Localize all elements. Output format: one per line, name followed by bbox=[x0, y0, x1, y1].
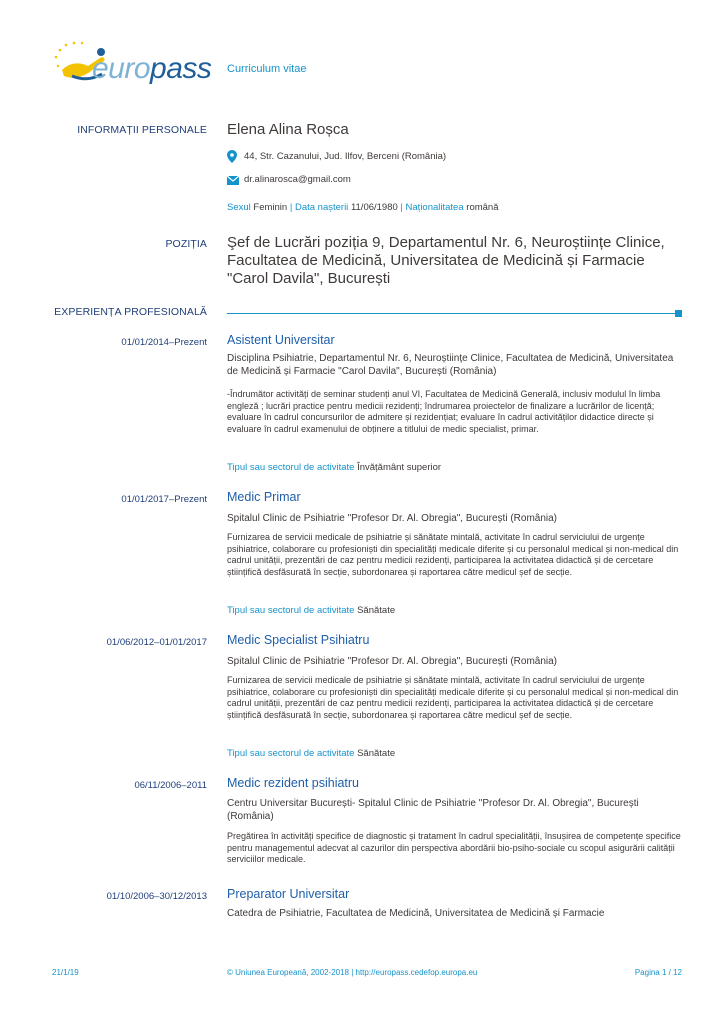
job-title: Asistent Universitar bbox=[227, 333, 335, 347]
job-date: 01/01/2017–Prezent bbox=[121, 494, 207, 505]
personal-info-label: INFORMAȚII PERSONALE bbox=[77, 124, 207, 136]
position-value: Şef de Lucrări poziția 9, Departamentul Nr. 6, Neuroștiințe Clinice, Facultatea de Medicină, Universitatea de Medicină și Farmacie "Carol Davila", București bbox=[227, 234, 665, 287]
job-date: 01/01/2014–Prezent bbox=[121, 337, 207, 348]
nationality-value: română bbox=[466, 202, 499, 213]
job-sector bbox=[227, 748, 682, 759]
sector-label: Tipul sau sectorul de activitate bbox=[227, 462, 355, 473]
document-title: Curriculum vitae bbox=[227, 63, 307, 75]
job-employer: Spitalul Clinic de Psihiatrie "Profesor Dr. Al. Obregia", București (România) bbox=[227, 513, 558, 524]
job-title: Preparator Universitar bbox=[227, 887, 350, 901]
birth-date-value: 11/06/1980 bbox=[350, 202, 398, 213]
birth-date-label: Data nașterii bbox=[294, 202, 349, 213]
location-pin-icon bbox=[227, 150, 237, 163]
personal-details-line bbox=[227, 202, 682, 213]
sector-label: Tipul sau sectorul de activitate bbox=[227, 748, 355, 759]
job-employer: Spitalul Clinic de Psihiatrie "Profesor Dr. Al. Obregia", București (România) bbox=[227, 656, 558, 667]
person-name: Elena Alina Roșca bbox=[227, 121, 349, 138]
sector-value: Sănătate bbox=[357, 748, 396, 759]
experience-section-label: EXPERIENȚA PROFESIONALĂ bbox=[54, 306, 207, 318]
position-label: POZIȚIA bbox=[165, 238, 207, 250]
footer-copyright: © Uniunea Europeană, 2002-2018 | http://europass.cedefop.europa.eu bbox=[227, 968, 478, 977]
sex-value: Feminin bbox=[253, 202, 288, 213]
job-description: -Îndrumător activități de seminar studenți anul VI, Facultatea de Medicină Generală, inclusiv modulul în limba engleză ; lucrări practice pentru medicii rezidenți; îndrumarea proiectelor de finalizare a lucrărilor de licență; evaluare în cadrul concursurilor de admitere și rezidențiat; evaluare în cadrul activităților didactice directe și evaluare în cadrul examenului de obținere a titlului de medic specialist, primar. bbox=[227, 389, 661, 434]
separator: | bbox=[289, 202, 293, 213]
email-link[interactable]: dr.alinarosca@gmail.com bbox=[244, 174, 351, 185]
address: 44, Str. Cazanului, Jud. Ilfov, Berceni (România) bbox=[244, 151, 447, 162]
separator: | bbox=[400, 202, 403, 213]
section-divider bbox=[227, 313, 675, 314]
sector-value: Sănătate bbox=[357, 605, 396, 616]
section-marker bbox=[675, 310, 682, 317]
job-employer: Catedra de Psihiatrie, Facultatea de Medicină, Universitatea de Medicină și Farmacie bbox=[227, 908, 605, 919]
sector-value: Învățământ superior bbox=[357, 462, 442, 473]
footer-date: 21/1/19 bbox=[52, 968, 79, 977]
job-title: Medic Primar bbox=[227, 490, 301, 504]
job-sector bbox=[227, 605, 682, 616]
sex-label: Sexul bbox=[227, 202, 251, 213]
job-sector bbox=[227, 462, 682, 473]
job-title: Medic Specialist Psihiatru bbox=[227, 633, 370, 647]
job-employer: Disciplina Psihiatrie, Departamentul Nr. 6, Neuroștiințe Clinice, Facultatea de Medicină, Universitatea de Medicină și Farmacie "Carol Davila", București (România) bbox=[227, 353, 674, 377]
sector-label: Tipul sau sectorul de activitate bbox=[227, 605, 355, 616]
nationality-label: Naționalitatea bbox=[405, 202, 464, 213]
job-date: 01/06/2012–01/01/2017 bbox=[106, 637, 207, 648]
job-title: Medic rezident psihiatru bbox=[227, 776, 360, 790]
job-date: 06/11/2006–2011 bbox=[134, 780, 207, 791]
job-description: Furnizarea de servicii medicale de psihiatrie și sănătate mintală, activitate în cadrul serviciului de urgențe psihiatrice, colaborare cu profesioniști din specialități medicale diferite și cu personalul medical și non-medical din cadrul unității, prezentări de caz pentru medicii rezidenți, participarea la activitatea didactică și de cercetare științifică desfăsurată în secție, subordonarea și raportarea către medicul șef de secție. bbox=[227, 675, 679, 720]
job-description: Furnizarea de servicii medicale de psihiatrie și sănătate mintală, activitate în cadrul serviciului de urgențe psihiatrice, colaborare cu profesioniști din specialități medicale diferite și cu personalul medical și non-medical din cadrul unității, prezentări de caz pentru medicii rezidenți, participarea la activitatea didactică și de cercetare științifică desfăsurată în secție, subordonarea și raportarea către medicul șef de secție. bbox=[227, 532, 679, 577]
email-icon bbox=[227, 176, 239, 185]
job-employer: Centru Universitar București- Spitalul Clinic de Psihiatrie "Profesor Dr. Al. Obregia", București (România) bbox=[227, 798, 639, 822]
logo-wordmark: europass bbox=[92, 52, 212, 85]
job-description: Pregătirea în activități specifice de diagnostic și tratament în cadrul specialității, însușirea de competențe specifice pentru managementul adecvat al cazurilor din perspectiva abordării bio-psiho-sociale cu scopul asigurării calității serviciilor medicale. bbox=[227, 831, 681, 864]
job-date: 01/10/2006–30/12/2013 bbox=[106, 891, 207, 902]
footer-page-number: Pagina 1 / 12 bbox=[634, 968, 682, 977]
